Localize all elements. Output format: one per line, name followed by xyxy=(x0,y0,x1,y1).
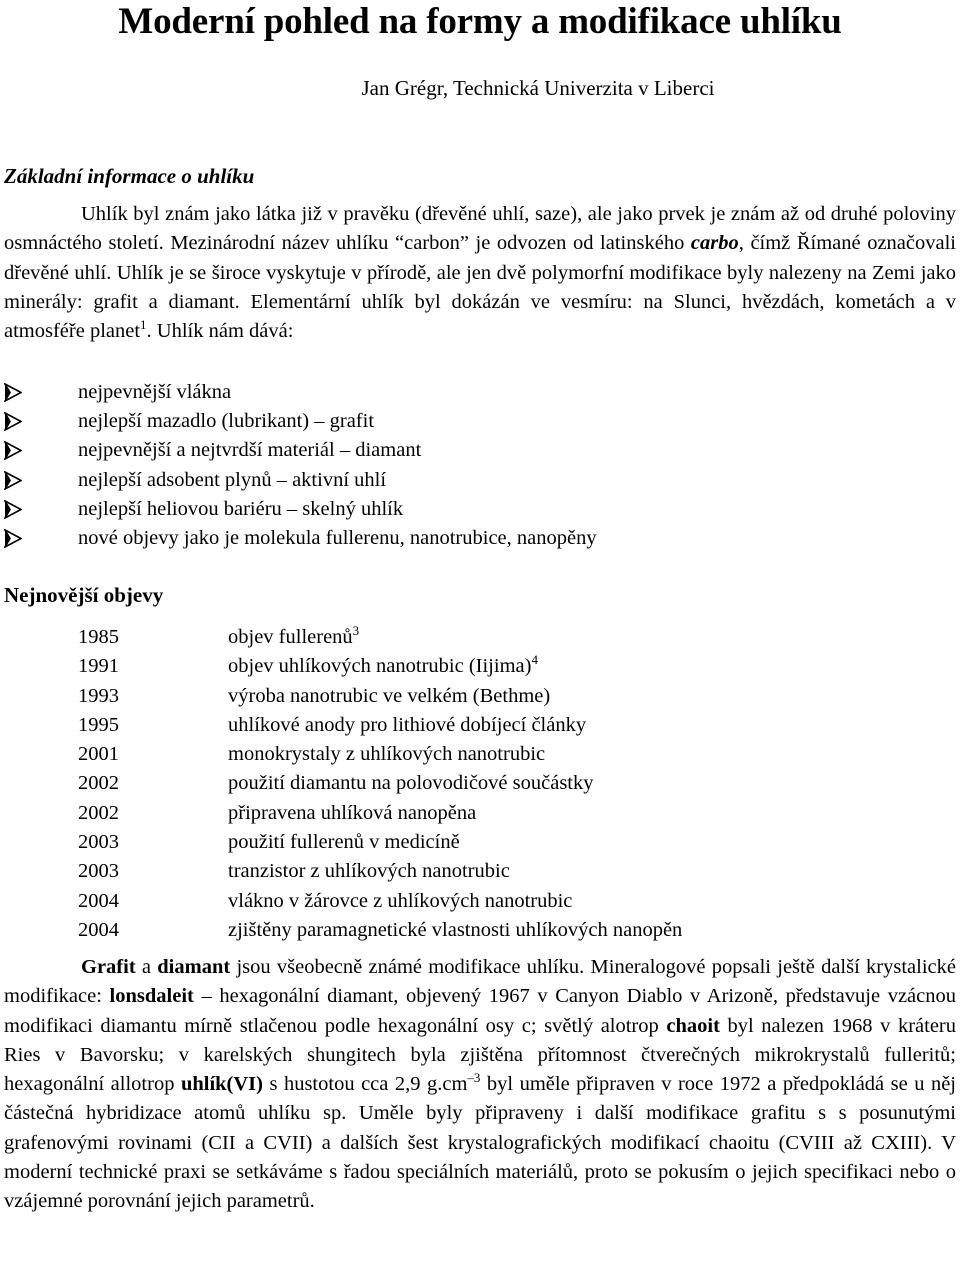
timeline-event xyxy=(228,857,510,886)
arrow-bullet-icon xyxy=(4,412,22,431)
timeline-event xyxy=(228,711,586,740)
timeline-event xyxy=(228,623,359,652)
intro-text-2: , čímž Římané označovali dřevěné uhlí. Uhlík je se široce vyskytuje v přírodě, ale jen dvě polymorfní modifikace byly nalezeny na Zemi jako minerály: grafit a diamant. Elementární uhlík byl dokázán ve vesmíru: na Slunci, hvězdách, kometách a v atmosféře planet xyxy=(4,232,956,343)
arrow-bullet-icon xyxy=(4,471,22,490)
arrow-bullet-icon xyxy=(4,500,22,519)
timeline-year: 1995 xyxy=(78,713,119,736)
timeline-event xyxy=(228,799,476,828)
timeline-event-text: vlákno v žárovce z uhlíkových nanotrubic xyxy=(228,889,573,912)
list-item-text: nejpevnější vlákna xyxy=(78,381,232,403)
para2-text-6: byl uměle připraven v roce 1972 a předpokládá se u něj částečná hybridizace atomů uhlíku sp. Uměle byly připraveny i další modifikace grafitu s s posunutými grafenovými rovinami (CII a CVII) a dalších šest krystalografických modifikací chaoitu (CVIII až CXIII). V moderní technické praxi se setkáváme s řadou speciálních materiálů, proto se pokusím o jejich specifikaci nebo o vzájemné porovnání jejich parametrů. xyxy=(4,1073,956,1213)
page-title: Moderní pohled na formy a modifikace uhlíku xyxy=(118,1,842,42)
list-item-text: nejlepší adsobent plynů – aktivní uhlí xyxy=(78,468,387,491)
timeline-event-text: objev fullerenů xyxy=(228,626,353,648)
timeline-year: 2003 xyxy=(78,831,119,854)
timeline-year: 2004 xyxy=(78,918,119,941)
timeline-event xyxy=(228,828,460,857)
timeline-event-text: monokrystaly z uhlíkových nanotrubic xyxy=(228,743,546,766)
carbon-uses-list xyxy=(4,378,944,553)
para2-text-5: s hustotou cca 2,9 g.cm xyxy=(262,1073,468,1096)
density-exponent: –3 xyxy=(467,1070,481,1086)
term-diamant: diamant xyxy=(157,956,231,978)
intro-carbo-term: carbo xyxy=(690,232,739,255)
para2-text-2: jsou všeobecně známé modifikace uhlíku. Mineralogové popsali ještě další krystalické modifikace: xyxy=(4,956,956,1008)
modifications-paragraph xyxy=(4,953,956,1217)
timeline-event-text: připravena uhlíková nanopěna xyxy=(228,801,477,824)
arrow-bullet-icon xyxy=(4,383,22,402)
term-chaoit: chaoit xyxy=(666,1014,720,1037)
para2-text-4: byl nalezen 1968 v kráteru Ries v Bavorsku; v karelských shungitech byla zjištěna přítomnost čtverečných mikrokrystalů fulleritů; hexagonální allotrop xyxy=(4,1014,956,1096)
timeline-event-text: výroba nanotrubic ve velkém (Bethme) xyxy=(228,684,551,707)
list-item-text: nové objevy jako je molekula fullerenu, nanotrubice, nanopěny xyxy=(78,527,597,550)
list-item xyxy=(4,436,944,465)
term-grafit: Grafit xyxy=(81,956,136,978)
timeline-event-text: zjištěny paramagnetické vlastnosti uhlíkových nanopěn xyxy=(228,918,683,941)
list-item-text: nejlepší heliovou bariéru – skelný uhlík xyxy=(78,497,404,520)
timeline-event-text: uhlíkové anody pro lithiové dobíjecí články xyxy=(228,713,587,736)
list-item xyxy=(4,495,944,524)
timeline-event xyxy=(228,916,682,945)
list-item xyxy=(4,407,944,436)
section-heading-basic-info: Základní informace o uhlíku xyxy=(4,164,255,188)
timeline-event-text: objev uhlíkových nanotrubic (Iijima) xyxy=(228,655,532,678)
timeline-year: 2001 xyxy=(78,743,119,766)
timeline-footnote-ref: 3 xyxy=(352,623,360,638)
list-item-text: nejpevnější a nejtvrdší materiál – diamant xyxy=(78,439,422,462)
timeline-event-text: tranzistor z uhlíkových nanotrubic xyxy=(228,860,510,883)
intro-text-1: Uhlík byl znám jako látka již v pravěku (dřevěné uhlí, saze), ale jako prvek je znám až od druhé poloviny osmnáctého století. Mezinárodní název uhlíku “carbon” je odvozen od latinského xyxy=(4,203,956,255)
timeline-event xyxy=(228,769,594,798)
list-item-text: nejlepší mazadlo (lubrikant) – grafit xyxy=(78,410,375,433)
timeline-year: 2004 xyxy=(78,889,119,912)
arrow-bullet-icon xyxy=(4,529,22,548)
term-uhlik-vi: uhlík(VI) xyxy=(180,1073,263,1096)
footnote-ref: 1 xyxy=(140,317,147,333)
timeline-footnote-ref: 4 xyxy=(531,652,538,668)
intro-text-3: . Uhlík nám dává: xyxy=(146,320,294,343)
timeline-year: 2002 xyxy=(78,772,119,795)
list-item xyxy=(4,378,944,407)
timeline-year: 2002 xyxy=(78,801,119,824)
timeline-year: 2003 xyxy=(78,860,119,883)
arrow-bullet-icon xyxy=(4,441,22,460)
para2-text-1: a xyxy=(135,956,158,978)
timeline-event xyxy=(228,887,572,916)
term-lonsdaleit: lonsdaleit xyxy=(109,985,194,1008)
timeline-event xyxy=(228,740,545,769)
section-heading-discoveries: Nejnovější objevy xyxy=(4,583,164,607)
timeline-event xyxy=(228,682,550,711)
timeline-event xyxy=(228,652,538,681)
author-line: Jan Grégr, Technická Univerzita v Liberci xyxy=(361,76,715,100)
intro-paragraph xyxy=(4,200,956,346)
list-item xyxy=(4,466,944,495)
list-item xyxy=(4,524,944,553)
para2-text-3: – hexagonální diamant, objevený 1967 v Canyon Diablo v Arizoně, představuje vzácnou modifikaci diamantu mírně stlačenou podle hexagonální osy c; světlý alotrop xyxy=(4,985,957,1037)
timeline-year: 1993 xyxy=(78,684,119,707)
timeline-year: 1991 xyxy=(78,655,119,678)
timeline-year: 1985 xyxy=(78,626,119,648)
timeline-event-text: použití fullerenů v medicíně xyxy=(228,831,460,854)
timeline-event-text: použití diamantu na polovodičové součástky xyxy=(228,772,594,795)
